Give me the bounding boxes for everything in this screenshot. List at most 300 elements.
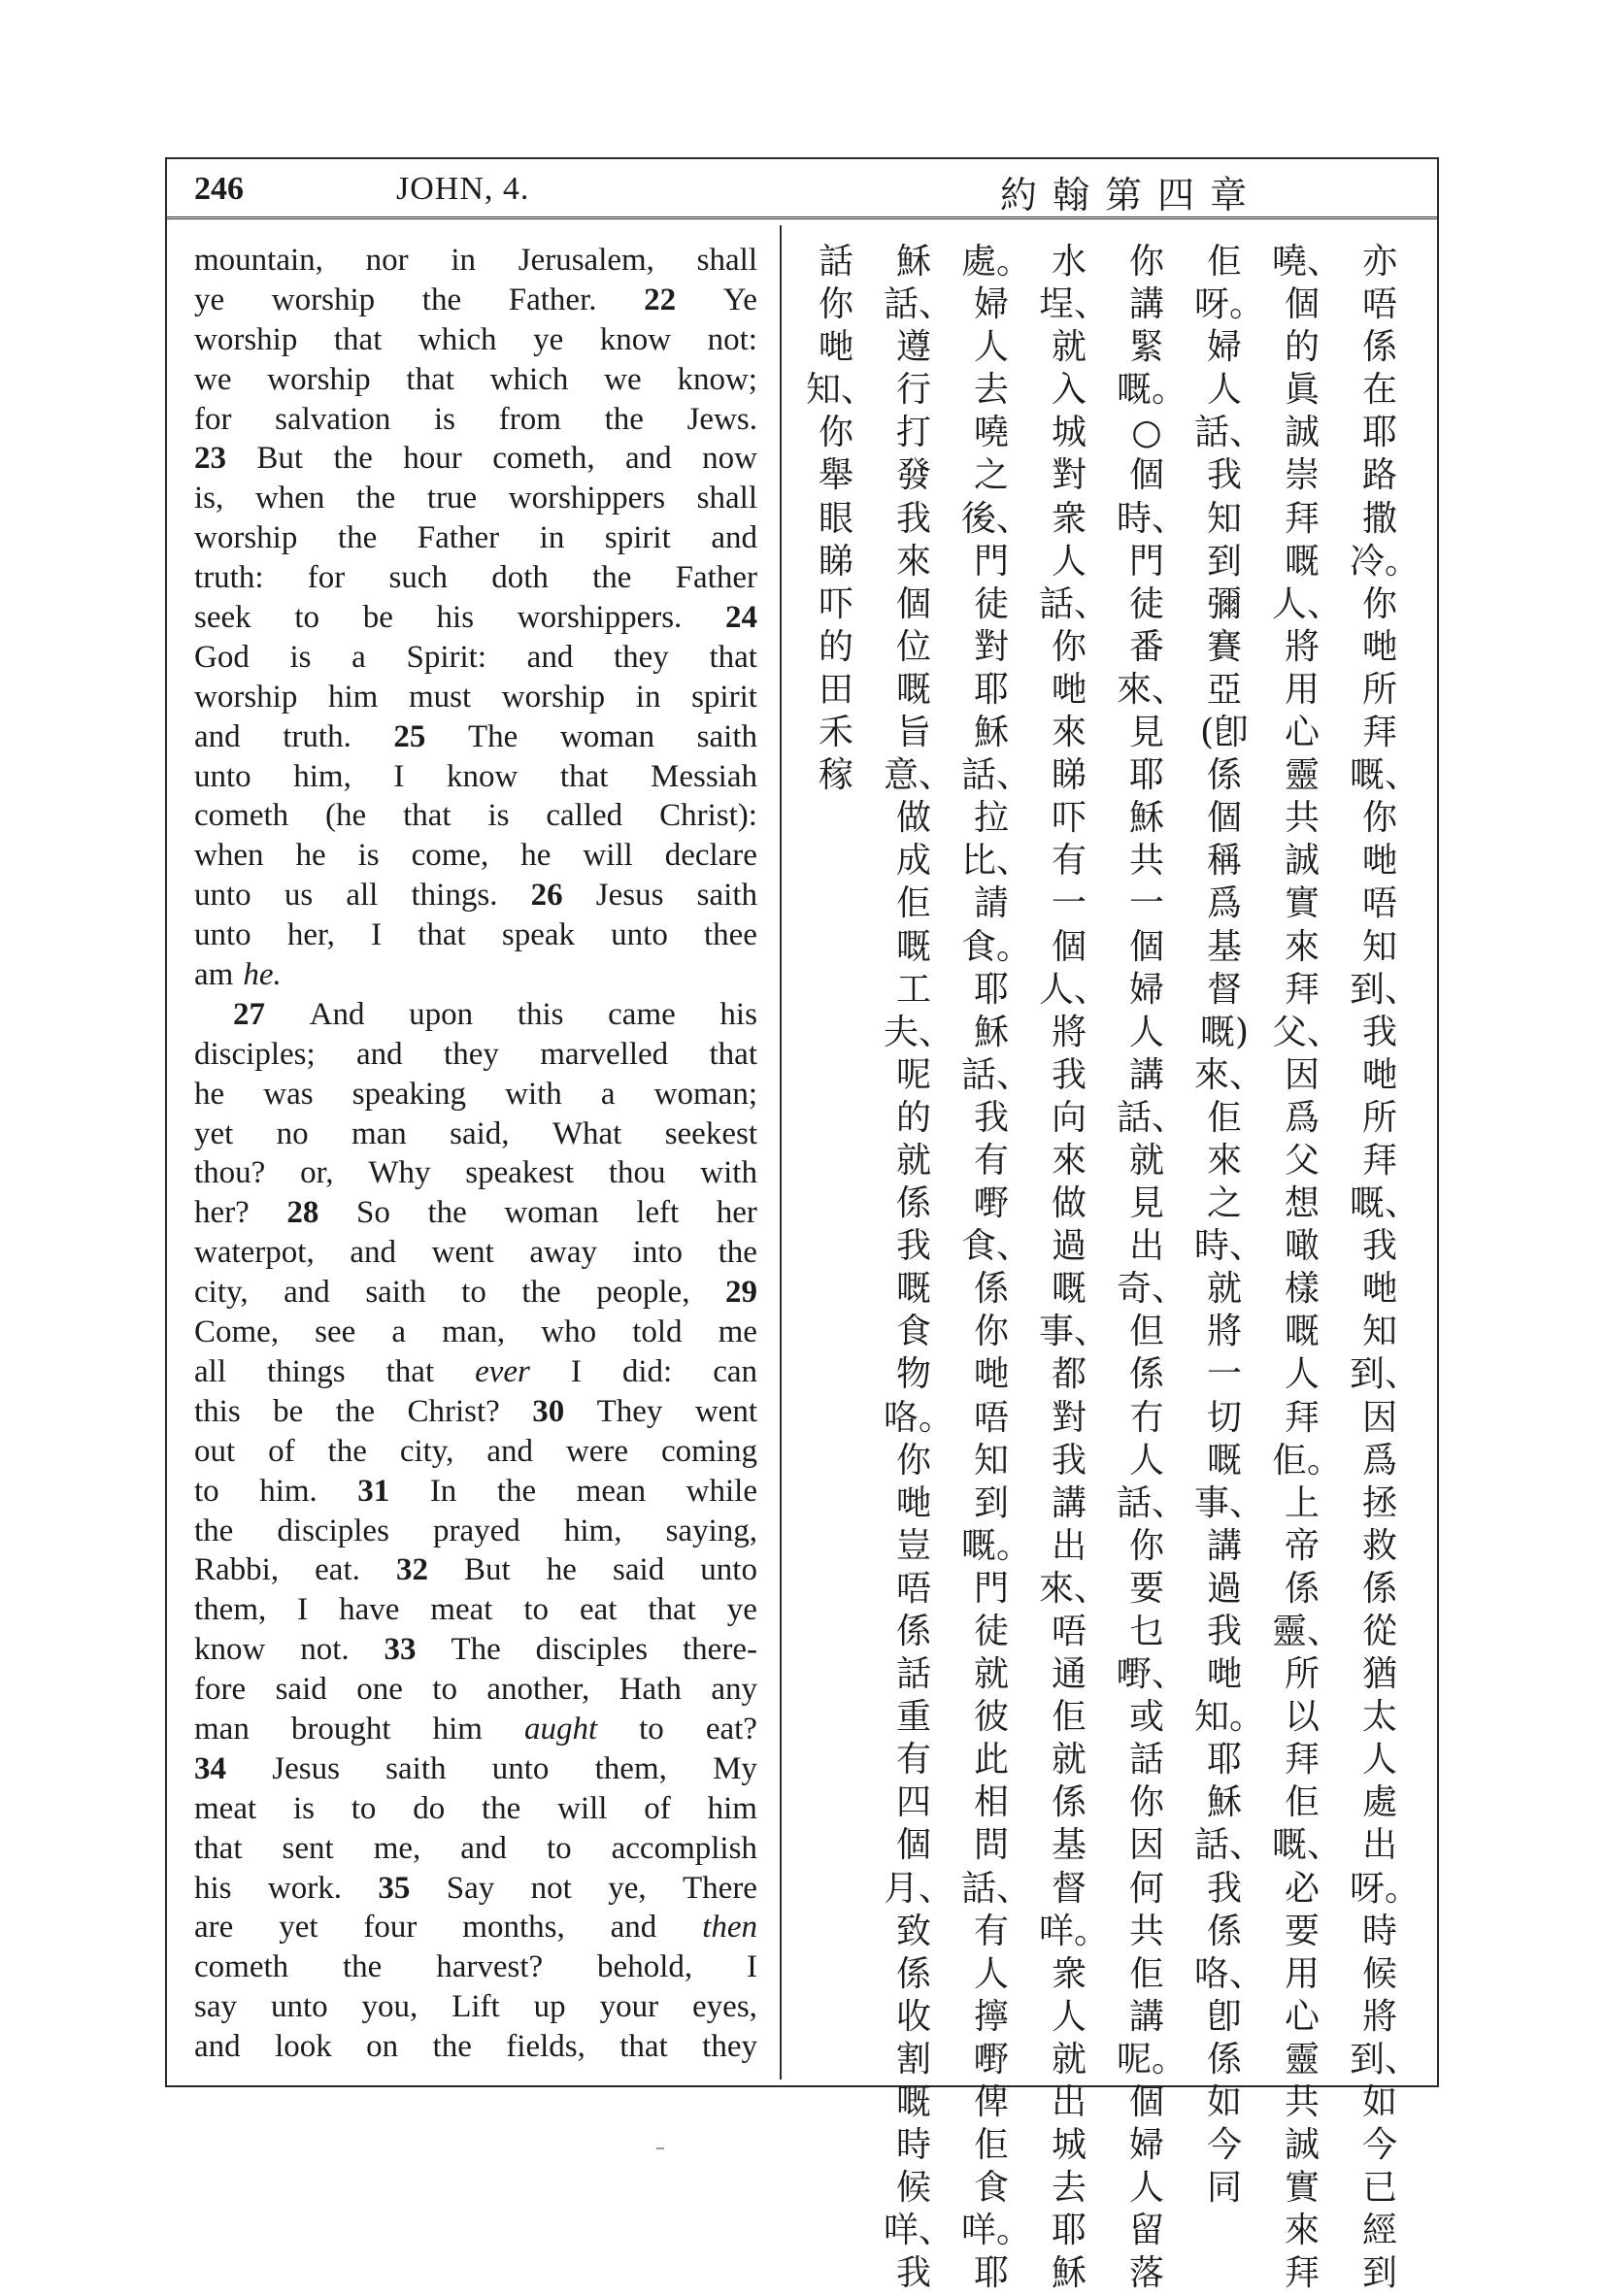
english-word: that	[709, 639, 757, 675]
english-line	[194, 1153, 757, 1193]
english-word: his	[194, 1870, 232, 1906]
english-word: worshippers	[508, 481, 666, 516]
english-word: am	[194, 957, 234, 993]
english-word: eat?	[705, 1711, 757, 1747]
english-line	[194, 995, 757, 1035]
english-word: him.	[259, 1473, 318, 1509]
english-word: the	[194, 1513, 234, 1548]
english-word: to	[523, 1592, 550, 1628]
english-word: worshippers.	[517, 600, 683, 636]
english-word: out	[194, 1433, 236, 1469]
english-line	[194, 1590, 757, 1630]
english-word: a	[600, 1076, 616, 1112]
english-word: Spirit:	[406, 639, 487, 675]
english-word: all	[194, 1353, 226, 1389]
verse-number: 23	[194, 441, 226, 477]
english-word: with	[700, 1155, 757, 1191]
english-word: is,	[194, 481, 224, 516]
english-word: the	[421, 282, 462, 317]
english-word: in	[539, 520, 565, 556]
english-word: prayed	[433, 1513, 520, 1548]
english-word: when	[254, 481, 325, 516]
english-word: seekest	[664, 1115, 757, 1151]
english-line	[194, 717, 757, 757]
chinese-column-line: 你講緊嘅。○個時、門徒番來、見耶穌共一個婦人講話、就見出奇、但係冇人話、你要乜嘢、或話你因何共佢講呢。個婦人留落	[1117, 242, 1187, 2294]
english-word: disciples;	[194, 1036, 316, 1072]
english-word: her?	[194, 1195, 250, 1231]
english-word: They	[596, 1393, 663, 1429]
english-word: this	[517, 996, 564, 1032]
english-word: we	[604, 361, 642, 397]
english-word: fore	[194, 1672, 247, 1708]
english-word: be	[362, 600, 393, 636]
english-word: My	[713, 1750, 757, 1786]
verse-number: 35	[378, 1870, 411, 1906]
english-word: sent	[282, 1830, 334, 1866]
english-word: upon	[409, 996, 474, 1032]
english-word: they	[702, 2029, 757, 2065]
english-word: him	[707, 1790, 757, 1826]
english-word: while	[685, 1473, 757, 1509]
english-word: on	[366, 2029, 399, 2065]
chinese-column-line: 穌話、遵行打發我來個位嘅旨意、做成佢嘅工夫、呢的就係我嘅食物咯。你哋豈唔係話重有四個月、致係收割嘅時候咩、我	[884, 242, 954, 2294]
english-word: So	[356, 1195, 390, 1231]
english-word: But	[464, 1552, 511, 1588]
english-line	[194, 1035, 757, 1075]
verse-number: 22	[644, 282, 677, 317]
verse-number: 30	[532, 1393, 565, 1429]
english-word: unto	[491, 1750, 550, 1786]
english-word: the	[355, 481, 396, 516]
english-line	[194, 757, 757, 797]
english-word: disciples	[535, 1632, 649, 1668]
english-word: of	[644, 1790, 671, 1826]
verse-number: 25	[393, 718, 426, 754]
english-word: Say	[446, 1870, 495, 1906]
english-word: ye,	[608, 1870, 647, 1906]
english-word: unto	[270, 1989, 328, 2025]
english-word: look	[275, 2029, 332, 2065]
english-word: Father.	[508, 282, 597, 317]
english-word: not.	[300, 1632, 350, 1668]
english-word: man,	[442, 1314, 506, 1350]
english-word: woman	[559, 718, 655, 754]
english-word: up	[533, 1989, 566, 2025]
english-word: cometh	[194, 1949, 289, 1985]
page-number: 246	[194, 171, 244, 207]
english-word: hour	[403, 441, 462, 477]
english-line	[194, 796, 757, 836]
english-word: him	[327, 679, 379, 715]
english-line	[194, 598, 757, 638]
english-word: told	[632, 1314, 683, 1350]
english-line	[194, 1115, 757, 1154]
english-word: city,	[194, 1275, 249, 1311]
english-word: four	[363, 1910, 418, 1946]
english-word: ye	[533, 321, 564, 357]
english-line	[194, 360, 757, 400]
english-word: from	[498, 401, 561, 437]
english-word: to	[461, 1275, 486, 1311]
english-word: worship	[267, 361, 371, 397]
english-word: they	[613, 639, 669, 675]
english-word: in	[451, 243, 477, 278]
english-line	[194, 638, 757, 678]
english-word: that	[418, 917, 466, 953]
english-word: true	[426, 481, 478, 516]
verse-number: 29	[724, 1275, 757, 1311]
english-word: In	[429, 1473, 457, 1509]
english-line	[194, 1869, 757, 1909]
english-word: the	[335, 1393, 376, 1429]
english-word: disciples	[277, 1513, 389, 1548]
chinese-column-line: 處。婦人去嘵之後、門徒對耶穌話、拉比、請食。耶穌話、我有嘢食、係你哋唔知到嘅。門徒就彼此相問話、有人擰嘢俾佢食咩。耶	[961, 242, 1032, 2294]
english-word: another,	[486, 1672, 590, 1708]
verse-number: 28	[286, 1195, 319, 1231]
english-word: marvelled	[540, 1036, 669, 1072]
english-word: which	[489, 361, 569, 397]
page-header	[167, 159, 1437, 219]
english-word: man	[351, 1115, 407, 1151]
english-word: to	[294, 600, 319, 636]
english-word: is	[357, 838, 380, 874]
english-line	[194, 1432, 757, 1472]
english-word: to	[546, 1830, 572, 1866]
english-word: yet	[194, 1115, 234, 1151]
english-word: a	[391, 1314, 407, 1350]
english-word: your	[599, 1989, 659, 2025]
english-word: Rabbi,	[194, 1552, 280, 1588]
english-word: (he	[325, 798, 367, 834]
english-word: into	[632, 1235, 683, 1271]
english-word: he	[546, 1552, 577, 1588]
english-word: the	[333, 441, 373, 477]
english-line	[194, 1908, 757, 1947]
english-word: him,	[293, 758, 351, 794]
english-line	[194, 1789, 757, 1829]
english-word: I	[371, 917, 383, 953]
english-word: not:	[707, 321, 757, 357]
english-word: him	[432, 1711, 483, 1747]
english-word: shall	[696, 481, 757, 516]
english-word: Jews.	[686, 401, 757, 437]
english-word: this	[194, 1393, 241, 1429]
english-word: eyes,	[692, 1989, 757, 2025]
english-word: know	[447, 758, 518, 794]
english-word: that	[406, 361, 454, 397]
english-word: said	[275, 1672, 327, 1708]
english-word: went	[694, 1393, 757, 1429]
english-word: saith	[365, 1275, 426, 1311]
english-word: for	[194, 401, 232, 437]
english-word: meat	[194, 1790, 257, 1826]
english-word: you,	[361, 1989, 418, 2025]
english-word: waterpot,	[194, 1235, 315, 1271]
english-word: us	[284, 878, 314, 914]
english-word: brought	[290, 1711, 391, 1747]
english-word: his	[436, 600, 475, 636]
english-word: when	[194, 838, 264, 874]
english-line	[194, 1313, 757, 1352]
verse-number: 32	[395, 1552, 428, 1588]
english-line	[194, 558, 757, 598]
english-word: them,	[194, 1592, 267, 1628]
english-word: in	[635, 679, 661, 715]
english-line	[194, 1947, 757, 1987]
english-line	[194, 479, 757, 518]
english-word: unto	[611, 917, 668, 953]
chinese-column-line: 亦唔係在耶路撒冷。你哋所拜嘅、你哋唔知到、我哋所拜嘅、我哋知到、因爲拯救係從猶太人處出呀。時候將到、如今已經到	[1350, 242, 1421, 2294]
english-word: to	[432, 1672, 457, 1708]
english-word: Jesus	[272, 1750, 340, 1786]
english-word: called	[546, 798, 623, 834]
english-word: said	[613, 1552, 665, 1588]
column-divider	[780, 225, 782, 2080]
english-word: of	[268, 1433, 295, 1469]
english-word: thou?	[194, 1155, 266, 1191]
english-word: ye	[194, 282, 225, 317]
english-line	[194, 1829, 757, 1869]
english-word: and	[625, 441, 672, 477]
english-word: eat.	[315, 1552, 360, 1588]
english-word: for	[307, 560, 346, 596]
english-word: the	[343, 1949, 383, 1985]
english-word: I	[747, 1949, 757, 1985]
english-word: unto	[194, 758, 251, 794]
english-word: him,	[563, 1513, 622, 1548]
english-word: shall	[696, 243, 757, 278]
english-word: can	[713, 1353, 757, 1389]
english-word: Why	[368, 1155, 431, 1191]
english-word: speakest	[465, 1155, 575, 1191]
english-word: coming	[661, 1433, 757, 1469]
english-word: worship	[194, 520, 298, 556]
verse-number: 31	[357, 1473, 390, 1509]
english-word: eat	[579, 1592, 618, 1628]
english-word: mean	[576, 1473, 647, 1509]
running-head-english: JOHN, 4.	[396, 171, 530, 207]
english-word: come,	[411, 838, 489, 874]
english-word: the	[496, 1473, 537, 1509]
english-word: doth	[491, 560, 549, 596]
english-word: Father	[417, 520, 500, 556]
english-word: God	[194, 639, 250, 675]
english-word: did:	[621, 1353, 673, 1389]
english-word: But	[256, 441, 304, 477]
english-word: Messiah	[650, 758, 757, 794]
english-word: fields,	[506, 2029, 585, 2065]
english-word: thee	[703, 917, 757, 953]
english-word: which	[418, 321, 497, 357]
english-word: and	[194, 2029, 241, 2065]
english-word: cometh	[194, 798, 289, 834]
english-word: the	[604, 401, 644, 437]
english-word: things.	[411, 878, 498, 914]
english-word: Come,	[194, 1314, 280, 1350]
english-word: the	[432, 2029, 472, 2065]
english-word: city,	[399, 1433, 454, 1469]
english-word: to	[351, 1790, 377, 1826]
english-word: be	[273, 1393, 304, 1429]
english-word: or,	[300, 1155, 334, 1191]
english-word: such	[388, 560, 448, 596]
english-line	[194, 1710, 757, 1749]
english-word: man	[194, 1711, 250, 1747]
english-line	[194, 836, 757, 876]
english-word: is	[487, 798, 510, 834]
verse-number: 27	[233, 996, 265, 1032]
english-word: any	[711, 1672, 757, 1708]
english-word: worship	[194, 321, 298, 357]
english-word: yet	[279, 1910, 318, 1946]
english-word: with	[505, 1076, 562, 1112]
english-word: saith	[385, 1750, 447, 1786]
english-word: there-	[683, 1632, 757, 1668]
english-word: that	[648, 1592, 696, 1628]
english-word: speak	[501, 917, 575, 953]
english-line	[194, 2027, 757, 2067]
english-word: he.	[243, 957, 282, 993]
english-word: meat	[430, 1592, 493, 1628]
english-word: and	[356, 1036, 403, 1072]
english-word: I	[570, 1353, 582, 1389]
english-word: the	[521, 1275, 561, 1311]
english-word: worship	[501, 679, 606, 715]
english-word: and	[486, 1433, 533, 1469]
english-word: not	[530, 1870, 572, 1906]
english-word: know;	[677, 361, 757, 397]
english-word: saith	[696, 878, 757, 914]
verse-number: 24	[724, 600, 757, 636]
verse-number: 33	[384, 1632, 417, 1668]
english-word: her	[716, 1195, 757, 1231]
english-word: and	[460, 1830, 507, 1866]
english-word: will	[583, 838, 633, 874]
english-word: that	[333, 321, 383, 357]
english-line	[194, 241, 757, 281]
english-word: spirit	[604, 520, 671, 556]
english-line	[194, 915, 757, 955]
english-line	[194, 439, 757, 479]
english-word: Jesus	[595, 878, 664, 914]
english-word: saith	[696, 718, 757, 754]
english-word: that	[385, 1353, 435, 1389]
english-word: to	[194, 1473, 219, 1509]
english-line	[194, 1550, 757, 1590]
english-word: came	[608, 996, 676, 1032]
english-word: were	[565, 1433, 629, 1469]
english-word: we	[194, 361, 232, 397]
english-word: see	[315, 1314, 356, 1350]
english-line	[194, 1352, 757, 1392]
english-word: say	[194, 1989, 237, 2025]
english-word: that	[194, 1830, 243, 1866]
english-word: people,	[596, 1275, 690, 1311]
english-word: Christ?	[407, 1393, 500, 1429]
english-word: There	[683, 1870, 757, 1906]
english-word: unto	[194, 917, 251, 953]
english-word: The	[451, 1632, 501, 1668]
english-word: left	[636, 1195, 680, 1231]
english-word: unto	[700, 1552, 757, 1588]
english-word: and	[610, 1910, 657, 1946]
english-line	[194, 1193, 757, 1233]
english-word: harvest?	[436, 1949, 544, 1985]
english-word: things	[266, 1353, 346, 1389]
english-word: one	[356, 1672, 403, 1708]
verse-number: 26	[530, 878, 563, 914]
english-word: away	[529, 1235, 598, 1271]
english-word: have	[339, 1592, 400, 1628]
english-word: the	[327, 1433, 367, 1469]
english-word: that	[403, 798, 451, 834]
english-word: I	[297, 1592, 309, 1628]
english-word: I	[393, 758, 405, 794]
english-word: salvation	[275, 401, 391, 437]
english-word: to	[639, 1711, 664, 1747]
english-text-column	[194, 241, 757, 2067]
english-word: said,	[450, 1115, 510, 1151]
english-word: spirit	[691, 679, 757, 715]
english-word: Lift	[451, 1989, 500, 2025]
english-line	[194, 1075, 757, 1115]
english-word: do	[413, 1790, 446, 1826]
english-line	[194, 518, 757, 558]
chinese-column-line: 佢呀。婦人話、我知到彌賽亞(卽係個稱爲基督嘅)來、佢來之時、就將一切嘅事、講過我哋知。耶穌話、我係咯、卽係如今同	[1194, 242, 1265, 2209]
english-line	[194, 955, 757, 995]
english-word: went	[431, 1235, 494, 1271]
english-word: the	[427, 1195, 467, 1231]
english-word: aught	[523, 1711, 598, 1747]
english-word: thou	[608, 1155, 666, 1191]
english-word: and	[350, 1235, 396, 1271]
english-word: saying,	[665, 1513, 757, 1548]
english-word: What	[552, 1115, 622, 1151]
english-word: are	[194, 1910, 234, 1946]
english-line	[194, 400, 757, 440]
english-word: is	[289, 639, 312, 675]
english-word: them,	[594, 1750, 667, 1786]
english-line	[194, 1630, 757, 1670]
english-word: who	[541, 1314, 597, 1350]
english-word: And	[309, 996, 365, 1032]
english-word: her,	[286, 917, 335, 953]
english-word: the	[482, 1790, 521, 1826]
english-line	[194, 876, 757, 915]
english-word: will	[557, 1790, 608, 1826]
chinese-column-line: 話你哋知、你舉眼睇吓的田禾稼	[806, 242, 877, 796]
english-word: then	[702, 1910, 757, 1946]
english-line	[194, 678, 757, 717]
english-word: cometh,	[492, 441, 595, 477]
english-word: speaking	[351, 1076, 467, 1112]
english-word: he	[295, 838, 326, 874]
english-word: accomplish	[611, 1830, 757, 1866]
english-word: declare	[664, 838, 757, 874]
english-word: woman	[504, 1195, 599, 1231]
english-word: a	[351, 639, 366, 675]
chinese-column-line: 嘵、個的眞誠崇拜嘅人、將用心靈共誠實來拜父、因爲父想噉樣嘅人拜佢。上帝係靈、所以拜佢嘅、必要用心靈共誠實來拜	[1272, 242, 1343, 2294]
english-word: no	[276, 1115, 309, 1151]
english-word: and	[711, 520, 757, 556]
english-word: was	[263, 1076, 314, 1112]
english-word: Hath	[619, 1672, 682, 1708]
english-line	[194, 1512, 757, 1551]
english-word: all	[346, 878, 379, 914]
english-line	[194, 1670, 757, 1710]
english-line	[194, 320, 757, 360]
english-word: he	[194, 1076, 225, 1112]
